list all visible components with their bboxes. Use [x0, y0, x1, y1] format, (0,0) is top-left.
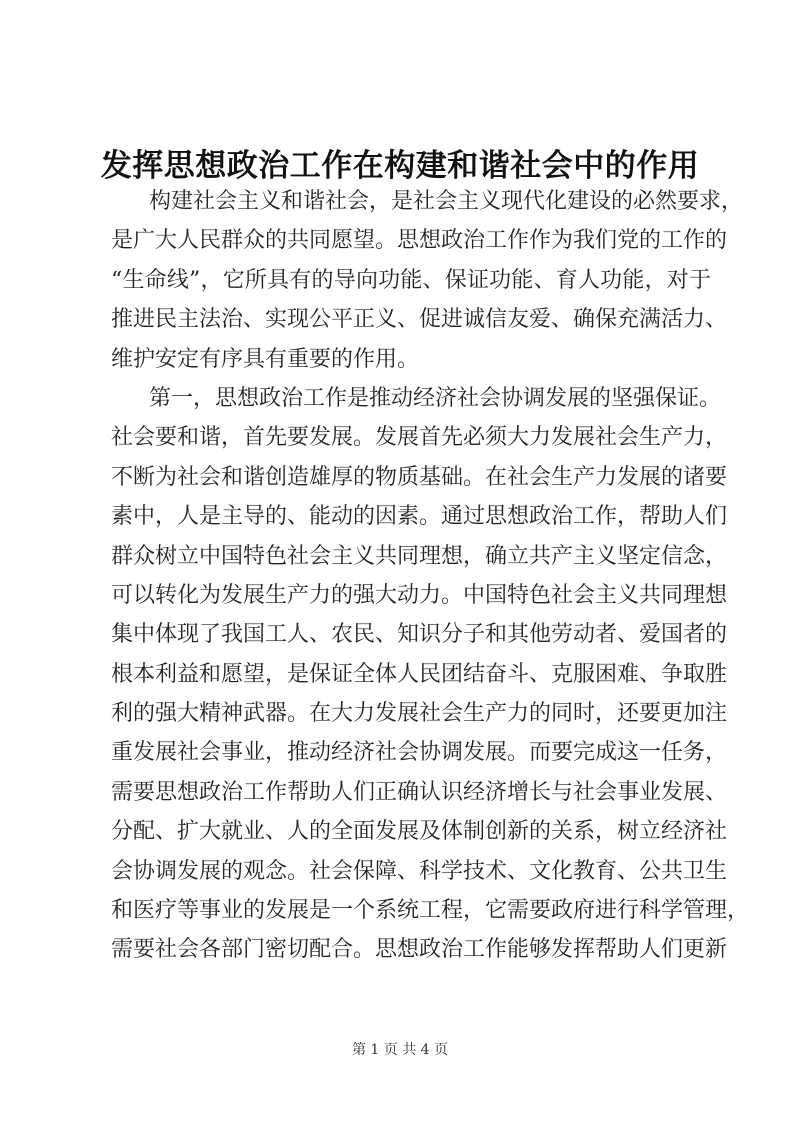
paragraph-line: 和医疗等事业的发展是一个系统工程，它需要政府进行科学管理，	[111, 898, 750, 924]
document-body	[111, 182, 750, 970]
paragraph-line: “生命线”，它所具有的导向功能、保证功能、育人功能，对于	[111, 267, 711, 293]
paragraph-line: 不断为社会和谐创造雄厚的物质基础。在社会生产力发展的诸要	[111, 464, 728, 490]
paragraph-line: 会协调发展的观念。社会保障、科学技术、文化教育、公共卫生	[111, 858, 728, 884]
paragraph-line: 群众树立中国特色社会主义共同理想，确立共产主义坚定信念，	[111, 543, 728, 569]
paragraph-line: 是广大人民群众的共同愿望。思想政治工作作为我们党的工作的	[111, 228, 728, 254]
paragraph-line: 集中体现了我国工人、农民、知识分子和其他劳动者、爱国者的	[111, 622, 728, 648]
paragraph-line: 推进民主法治、实现公平正义、促进诚信友爱、确保充满活力、	[111, 307, 728, 333]
paragraph-line: 社会要和谐，首先要发展。发展首先必须大力发展社会生产力，	[111, 425, 728, 451]
paragraph-line: 根本利益和愿望，是保证全体人民团结奋斗、克服困难、争取胜	[111, 661, 728, 687]
paragraph-line: 利的强大精神武器。在大力发展社会生产力的同时，还要更加注	[111, 701, 728, 727]
paragraph-line: 素中，人是主导的、能动的因素。通过思想政治工作，帮助人们	[111, 504, 728, 530]
paragraph-line: 分配、扩大就业、人的全面发展及体制创新的关系，树立经济社	[111, 819, 728, 845]
paragraph-line: 可以转化为发展生产力的强大动力。中国特色社会主义共同理想	[111, 582, 728, 608]
page-number-footer: 第 1 页 共 4 页	[351, 1042, 449, 1058]
paragraph-line: 第一，思想政治工作是推动经济社会协调发展的坚强保证。	[149, 385, 722, 411]
page-title: 发挥思想政治工作在构建和谐社会中的作用	[100, 148, 700, 184]
paragraph-line: 需要思想政治工作帮助人们正确认识经济增长与社会事业发展、	[111, 779, 728, 805]
paragraph-line: 需要社会各部门密切配合。思想政治工作能够发挥帮助人们更新	[111, 937, 728, 963]
paragraph-line: 构建社会主义和谐社会，是社会主义现代化建设的必然要求，	[149, 189, 744, 214]
paragraph-line: 重发展社会事业，推动经济社会协调发展。而要完成这一任务，	[111, 740, 728, 766]
paragraph-line: 维护安定有序具有重要的作用。	[111, 346, 420, 372]
